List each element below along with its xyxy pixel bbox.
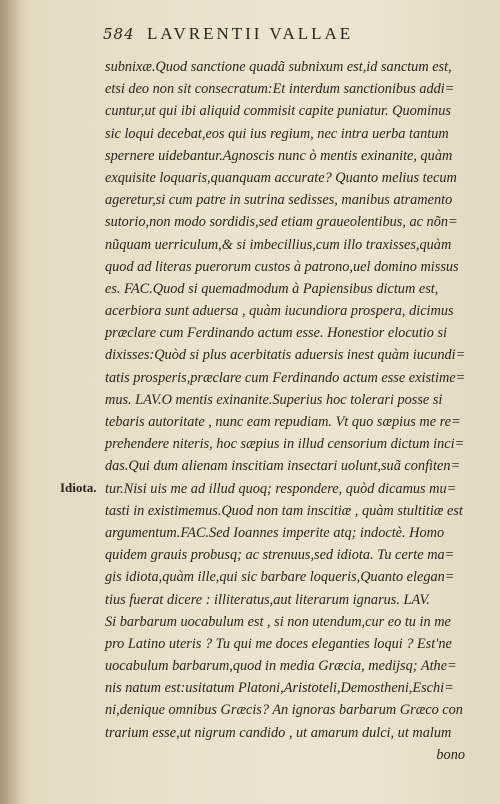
text-line: quidem grauis probusq; ac strenuus,sed idiota. Tu certe ma=	[105, 547, 455, 564]
text-line: prehendere niteris, hoc sæpius in illud censorium dictum inci=	[105, 436, 465, 453]
text-line: trarium esse,ut nigrum candido , ut amarum dulci, ut malum	[105, 724, 452, 741]
text-line: præclare cum Ferdinando actum esse. Honestior elocutio si	[105, 325, 448, 342]
text-line: etsi deo non sit consecratum:Et interdum sanctionibus addi=	[105, 81, 455, 98]
text-line: ni,denique omnibus Græcis? An ignoras barbarum Græco con	[105, 702, 463, 719]
spine-shadow	[0, 0, 22, 804]
text-line: nis natum est:usitatum Platoni,Aristoteli,Demostheni,Eschi=	[105, 680, 454, 697]
text-line: tur.Nisi uis me ad illud quoq; respondere, quòd dicamus mu=	[105, 480, 457, 497]
text-line: nũquam uerriculum,& si imbecillius,cum illo traxisses,quàm	[105, 236, 452, 253]
text-line: es. FAC.Quod si quemadmodum à Papiensibus dictum est,	[105, 280, 439, 297]
margin-note: Idiota.	[60, 480, 97, 495]
text-line: sic loqui decebat,eos qui ius regium, nec intra uerba tantum	[105, 125, 449, 142]
text-line: das.Qui dum alienam inscitiam insectari uolunt,suã confiten=	[105, 458, 461, 475]
text-line: exquisite loquaris,quanquam accurate? Quanto melius tecum	[105, 169, 457, 186]
text-line: sutorio,non modo sordidis,sed etiam graueolentibus, ac nõn=	[105, 214, 458, 231]
text-line: ageretur,si cum patre in sutrina sedisses, manibus atramento	[105, 192, 453, 209]
text-line: uocabulum barbarum,quod in media Græcia, medijsq; Athe=	[105, 658, 457, 675]
body-text	[105, 56, 465, 766]
text-line: quod ad literas puerorum custos à patrono,uel domino missus	[105, 258, 459, 275]
text-line: tatis prosperis,præclare cum Ferdinando actum esse existime=	[105, 369, 466, 386]
text-line: Si barbarum uocabulum est , si non utendum,cur eo tu in me	[105, 613, 451, 630]
text-line: acerbiora sunt aduersa , quàm iucundiora prospera, dicimus	[105, 303, 454, 320]
text-line: spernere uidebantur.Agnoscis nunc ò mentis exinanite, quàm	[105, 147, 453, 164]
text-line: dixisses:Quòd si plus acerbitatis aduersis inest quàm iucundi=	[105, 347, 466, 364]
catchword: bono	[436, 746, 465, 763]
page-number: 584	[103, 25, 135, 43]
text-line: cuntur,ut qui ibi aliquid commisit capite puniatur. Quominus	[105, 103, 451, 120]
running-head: LAVRENTII VALLAE	[147, 24, 354, 43]
text-line: tebaris autoritate , nunc eam repudiam. Vt quo sæpius me re=	[105, 414, 461, 430]
text-line: pro Latino uteris ? Tu qui me doces eleganties loqui ? Est'ne	[105, 635, 452, 652]
text-line: gis idiota,quàm ille,qui sic barbare loqueris,Quanto elegan=	[105, 569, 455, 586]
text-line: subnixæ.Quod sanctione quadã subnixum est,id sanctum est,	[105, 59, 452, 75]
text-line: argumentum.FAC.Sed Ioannes imperite atq; indoctè. Homo	[105, 524, 445, 541]
page-header	[103, 22, 463, 46]
text-line: tius fuerat dicere : illiteratus,aut literarum ignarus. LAV.	[105, 591, 430, 608]
text-line: tasti in existimemus.Quod non tam inscitiæ , quàm stultitiæ est	[105, 502, 463, 519]
text-line: mus. LAV.O mentis exinanite.Superius hoc tolerari posse si	[105, 391, 443, 408]
